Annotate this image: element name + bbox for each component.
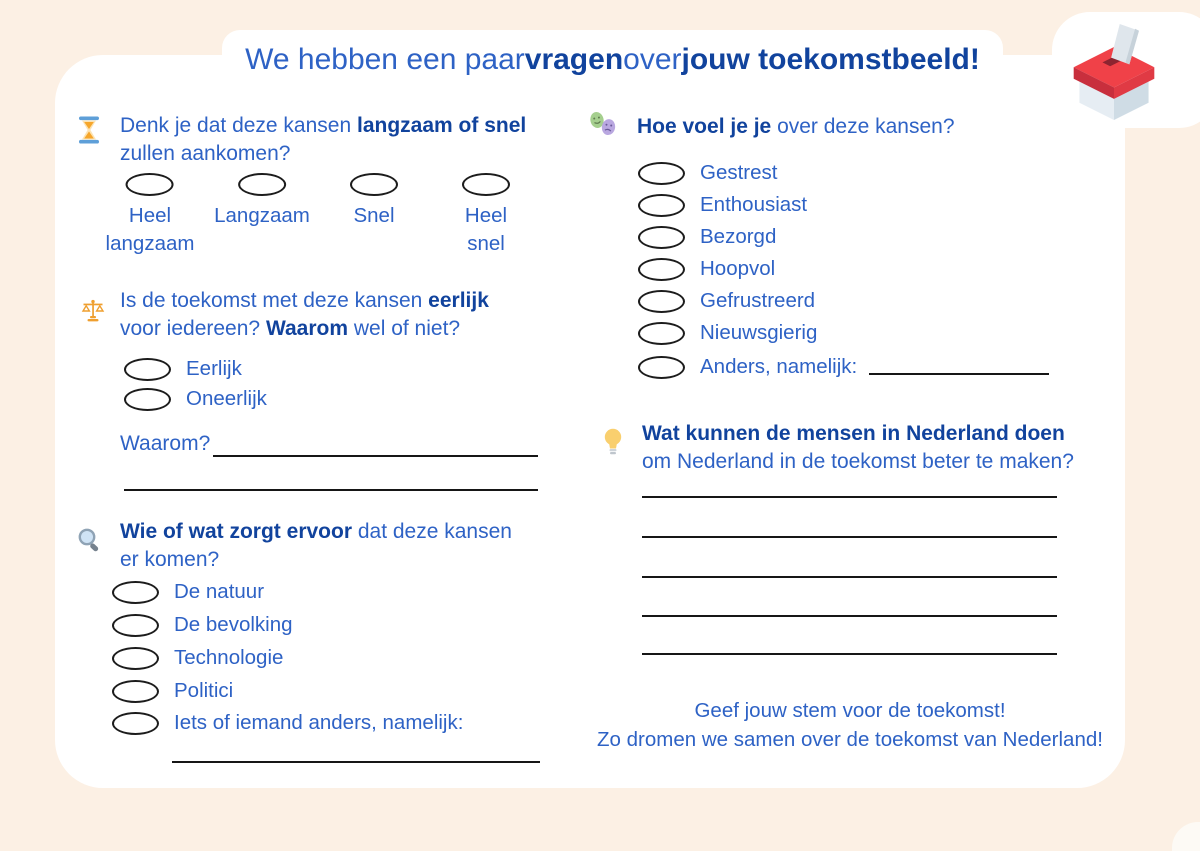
option-label: De bevolking [174,613,293,636]
question-text: dat deze kansen [352,520,512,543]
option-eerlijk [124,356,242,382]
option-label: Bezorgd [700,225,777,248]
answer-oval[interactable] [638,322,685,345]
answer-oval[interactable] [638,226,685,249]
option-iets-anders [112,710,463,736]
write-line[interactable] [642,653,1057,655]
option-bezorgd [638,224,776,250]
option-de-natuur [112,579,264,605]
footer-line-2: Zo dromen we samen over de toekomst van Nederland! [597,727,1103,751]
option-label: Nieuwsgierig [700,321,818,344]
ballot-box-icon [1066,22,1162,122]
option-label: Langzaam [214,204,310,227]
question-text: voor iedereen? [120,317,266,340]
option-langzaam [214,173,310,230]
write-line[interactable] [642,536,1057,538]
question-text-bold: Hoe voel je je [637,115,772,138]
option-label: Gestrest [700,161,778,184]
option-label: Gefrustreerd [700,289,816,312]
question-text-bold: langzaam of snel [357,114,527,137]
title-text: over [623,43,682,76]
write-line[interactable] [869,359,1049,375]
write-line[interactable] [642,496,1057,498]
option-technologie [112,645,283,671]
footer-message [565,697,1135,754]
option-politici [112,678,233,704]
question-fair [120,287,489,343]
question-feel [637,113,955,141]
option-hoopvol [638,256,775,282]
answer-oval[interactable] [638,356,685,379]
option-heel-snel [462,173,510,258]
write-line[interactable] [213,455,538,457]
answer-oval[interactable] [124,388,171,411]
question-text: Is de toekomst met deze kansen [120,289,429,312]
question-cause [120,518,512,574]
answer-oval[interactable] [112,647,159,670]
answer-oval[interactable] [350,173,398,196]
option-nieuwsgierig [638,320,817,346]
answer-oval[interactable] [638,258,685,281]
option-label: De natuur [174,580,265,603]
option-label: Hoopvol [700,257,776,280]
question-text-bold: Wat kunnen de mensen in Nederland doen [642,422,1065,445]
option-label: Iets of iemand anders, namelijk: [174,711,464,734]
write-line[interactable] [172,761,540,763]
footer-line-1: Geef jouw stem voor de toekomst! [694,699,1006,722]
answer-oval[interactable] [112,614,159,637]
why-label: Waarom? [120,432,211,455]
option-enthousiast [638,192,807,218]
write-line[interactable] [124,489,538,491]
option-label: Oneerlijk [186,387,267,410]
option-label: Snel [353,204,395,227]
title-text: We hebben een paar [245,43,525,76]
write-line[interactable] [642,615,1057,617]
answer-oval[interactable] [112,712,159,735]
question-text: om Nederland in de toekomst beter te maken? [642,450,1074,473]
write-line[interactable] [642,576,1057,578]
option-label: Technologie [174,646,284,669]
option-label: Heel snel [464,204,508,255]
question-speed [120,112,526,168]
next-page-corner [1172,822,1200,851]
option-snel [350,173,398,230]
option-label: Politici [174,679,234,702]
option-label: Anders, namelijk: [700,355,858,378]
option-de-bevolking [112,612,293,638]
theater-masks-icon [588,110,618,138]
option-label: Eerlijk [186,357,242,380]
question-text: wel of niet? [348,317,461,340]
answer-oval[interactable] [638,162,685,185]
question-text: over deze kansen? [771,115,955,138]
question-text-bold: eerlijk [428,289,489,312]
question-text-bold: Wie of wat zorgt ervoor [120,520,352,543]
answer-oval[interactable] [112,581,159,604]
scales-icon [80,299,106,323]
option-gefrustreerd [638,288,815,314]
answer-oval[interactable] [638,290,685,313]
question-text: er komen? [120,548,220,571]
answer-oval[interactable] [462,173,510,196]
option-heel-langzaam [106,173,195,258]
question-text: Denk je dat deze kansen [120,114,357,137]
question-text: zullen aankomen? [120,142,291,165]
question-action [642,420,1074,476]
option-label: Heel langzaam [105,204,195,255]
magnifier-icon [76,527,102,555]
page-title [222,30,1003,90]
title-exclamation: ! [969,43,980,76]
lightbulb-icon [602,427,624,457]
option-label: Enthousiast [700,193,808,216]
option-oneerlijk [124,386,267,412]
question-text-bold: Waarom [265,317,349,340]
hourglass-icon [78,116,100,144]
answer-oval[interactable] [638,194,685,217]
answer-oval[interactable] [112,680,159,703]
title-bold-toekomstbeeld: jouw toekomstbeeld [681,43,970,76]
answer-oval[interactable] [238,173,286,196]
option-gestrest [638,160,777,186]
answer-oval[interactable] [124,358,171,381]
title-bold-vragen: vragen [524,43,624,76]
answer-oval[interactable] [126,173,174,196]
option-anders [638,354,1049,380]
